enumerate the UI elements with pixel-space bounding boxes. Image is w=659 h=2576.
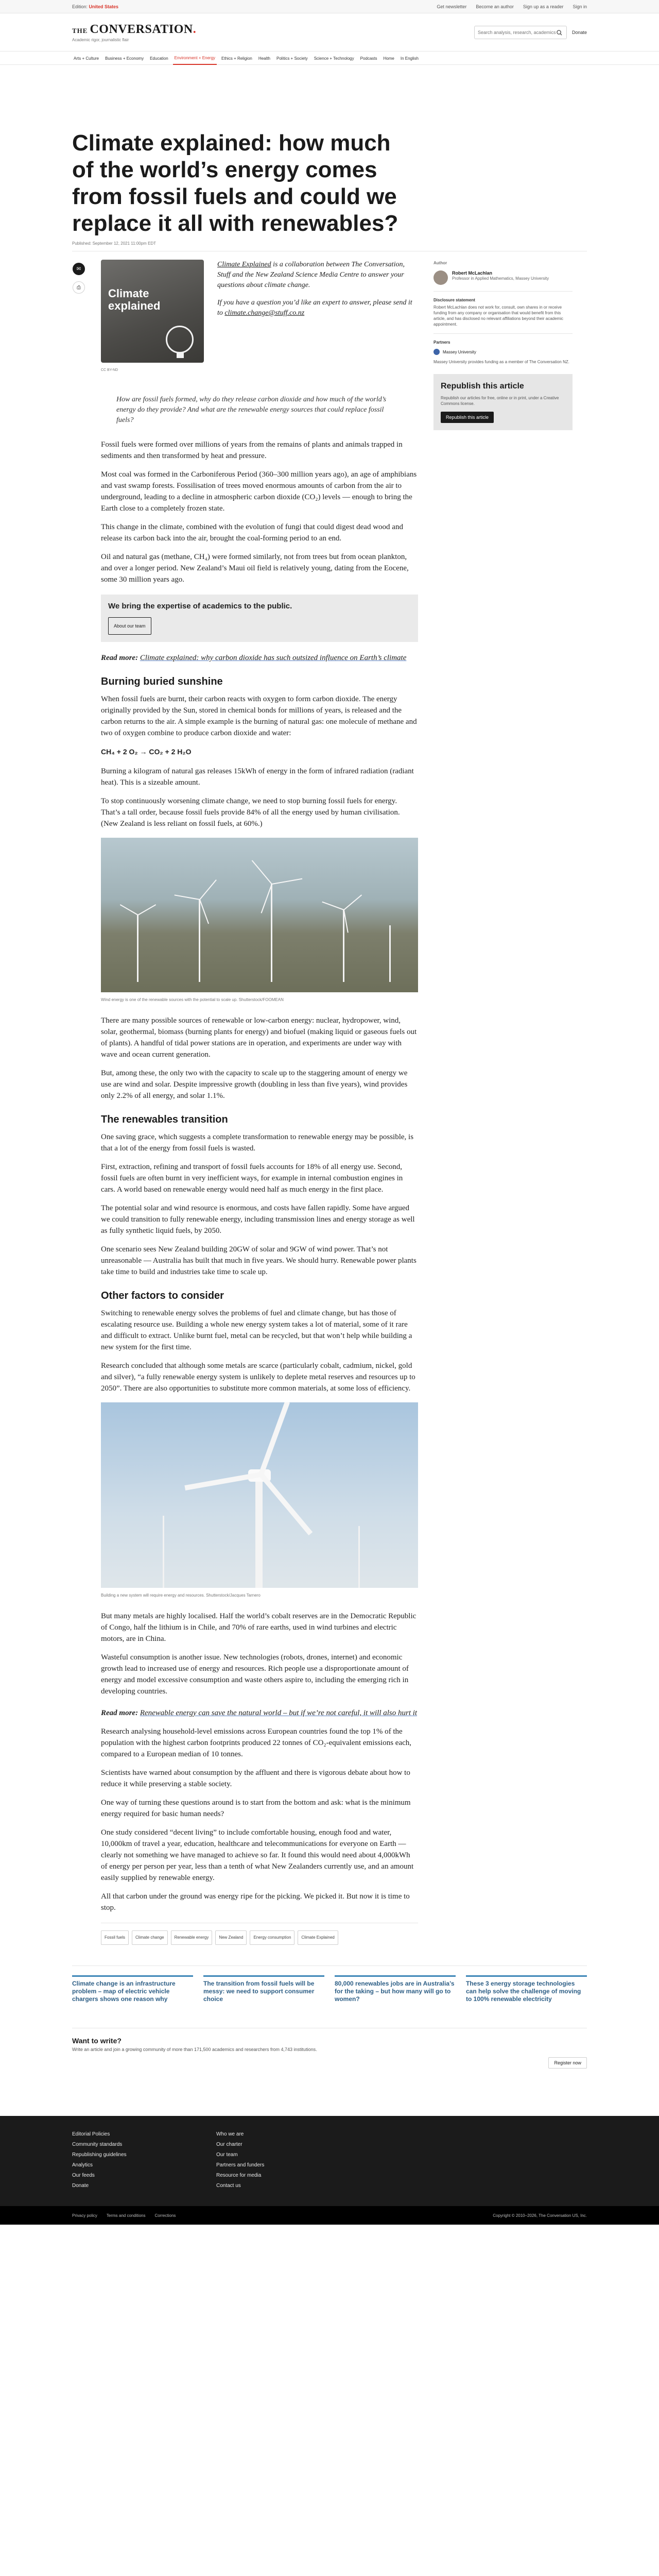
author-role: Professor in Applied Mathematics, Massey University bbox=[452, 276, 549, 281]
paragraph: Fossil fuels were formed over millions of years from the remains of plants and animals trapped in sediments and then transformed by heat and pressure. bbox=[101, 440, 403, 460]
topic-tag[interactable]: Climate change bbox=[132, 1930, 168, 1945]
footer-link[interactable]: Our team bbox=[216, 2152, 238, 2158]
write-subtitle: Write an article and join a growing community of more than 171,500 academics and researchers from 4,743 institutions. bbox=[72, 2047, 317, 2052]
article-header bbox=[72, 65, 587, 251]
submit-question-note: If you have a question you’d like an expert to answer, please send it to climate.change@stuff.co.nz bbox=[217, 299, 412, 317]
copyright-text: Copyright © 2010–2026, The Conversation US, Inc. bbox=[493, 2213, 587, 2218]
author-avatar bbox=[433, 270, 448, 285]
republish-text: Republish our articles for free, online or in print, under a Creative Commons license. bbox=[441, 396, 559, 406]
nav-item[interactable]: Podcasts bbox=[360, 56, 377, 61]
series-intro bbox=[101, 260, 418, 376]
topic-tag[interactable]: Energy consumption bbox=[250, 1930, 294, 1945]
paragraph: But many metals are highly localised. Half the world’s cobalt reserves are in the Democratic Republic of Congo, half the lithium is in Chile, and 70% of rare earths, used in wind turbines and electric motors, are in China. bbox=[101, 1612, 417, 1643]
article-sidebar bbox=[433, 260, 573, 1945]
paragraph: Switching to renewable energy solves the problems of fuel and climate change, but has those of escalating resource use. Building a whole new energy system takes a lot of material, some of it rare and difficult to extract. Unlike burnt fuel, metal can be recycled, but that won’t help while building a new system for the first time. bbox=[101, 1309, 412, 1351]
article-tags bbox=[101, 1923, 418, 1945]
nav-item[interactable]: Environment + Energy bbox=[173, 52, 217, 65]
footer-link[interactable]: Partners and funders bbox=[216, 2162, 265, 2168]
donate-link[interactable]: Donate bbox=[571, 30, 587, 35]
site-header bbox=[0, 13, 659, 52]
paragraph: But, among these, the only two with the capacity to scale up to the staggering amount of energy we use are wind and solar. Despite impressive growth (doubling in less than five years), wind provides only 2.2% of all energy, and solar 1.1%. bbox=[101, 1069, 408, 1100]
republish-button[interactable]: Republish this article bbox=[441, 412, 494, 423]
footer-link[interactable]: Republishing guidelines bbox=[72, 2152, 127, 2158]
section-heading: Other factors to consider bbox=[101, 1290, 224, 1301]
search-box[interactable] bbox=[474, 26, 567, 39]
write-title: Want to write? bbox=[72, 2037, 122, 2045]
topic-tag[interactable]: Climate Explained bbox=[298, 1930, 338, 1945]
paragraph: One saving grace, which suggests a complete transformation to renewable energy may be possible, is that a lot of the energy from fossil fuels is wasted. bbox=[101, 1133, 414, 1153]
nav-item[interactable]: Health bbox=[258, 56, 270, 61]
figure-wind-turbines bbox=[101, 838, 418, 1006]
submit-email-link[interactable]: climate.change@stuff.co.nz bbox=[224, 309, 305, 317]
site-tagline: Academic rigor, journalistic flair bbox=[72, 38, 129, 42]
paragraph: One scenario sees New Zealand building 20GW of solar and 9GW of wind power. That’s not unreasonable — Australia has built that much in five years. We should hurry. Renewable power plants take time to build and industries take time to scale up. bbox=[101, 1245, 417, 1276]
search-icon[interactable] bbox=[556, 29, 563, 36]
author-name[interactable]: Robert McLachlan bbox=[452, 270, 493, 276]
site-logo[interactable]: THE CONVERSATION. Academic rigor, journalistic flair bbox=[72, 23, 197, 42]
register-button[interactable]: Register now bbox=[548, 2057, 587, 2069]
paragraph: There are many possible sources of renewable or low-carbon energy: nuclear, hydropower, wind, solar, geothermal, biomass (burning plants for energy) and biofuel (making liquid or gaseous fuels out of plants). A handful of tidal power stations are in operation, and experiments are under way with wave and ocean current generation. bbox=[101, 1016, 417, 1059]
section-heading: Burning buried sunshine bbox=[101, 676, 223, 687]
paragraph: Burning a kilogram of natural gas releases 15kWh of energy in the form of infrared radiation (radiant heat). This is a sizeable amount. bbox=[101, 767, 414, 787]
paragraph: Oil and natural gas (methane, CH₄) were formed similarly, not from trees but from ocean plankton, and over a longer period. New Zealand’s Maui oil field is relatively young, dating from the Eocene, some 30 million years ago. bbox=[101, 553, 409, 584]
partner-logo bbox=[433, 349, 440, 355]
nav-item[interactable]: Home bbox=[383, 56, 394, 61]
related-article-title: Climate change is an infrastructure problem – map of electric vehicle chargers shows one reason why bbox=[72, 1980, 176, 2003]
sign-in-link[interactable]: Sign in bbox=[573, 4, 587, 9]
related-article-title: These 3 energy storage technologies can help solve the challenge of moving to 100% renewable electricity bbox=[466, 1980, 581, 2003]
paragraph: Scientists have warned about consumption by the affluent and there is vigorous debate about how to reduce it while preserving a stable society. bbox=[101, 1769, 410, 1788]
print-icon[interactable]: ⎙ bbox=[73, 281, 85, 294]
top-utility-bar bbox=[0, 0, 659, 13]
climate-explained-link[interactable]: Climate Explained bbox=[217, 261, 271, 268]
section-nav bbox=[0, 52, 659, 65]
published-date: Published: September 12, 2021 11:00pm EDT bbox=[72, 241, 157, 246]
figure-caption: Building a new system will require energy and resources. Shutterstock/Jacques Tarnero bbox=[101, 1593, 261, 1598]
article-title: Climate explained: how much of the world’s energy comes from fossil fuels and could we replace it all with renewables? bbox=[72, 130, 398, 236]
topic-tag[interactable]: Fossil fuels bbox=[101, 1930, 129, 1945]
author-label: Author bbox=[433, 261, 447, 265]
about-our-team-button[interactable]: About our team bbox=[108, 617, 151, 635]
paragraph: Research analysing household-level emissions across European countries found the top 1% of the population with the highest carbon footprints produced 22 tonnes of CO₂-equivalent emissions each, compared to a European median of 10 tonnes. bbox=[101, 1727, 412, 1758]
paragraph: This change in the climate, combined with the evolution of fungi that could digest dead wood and release its carbon back into the air, brought the coal-forming period to an end. bbox=[101, 523, 403, 543]
nav-item[interactable]: Ethics + Religion bbox=[221, 56, 252, 61]
nav-item[interactable]: Arts + Culture bbox=[74, 56, 99, 61]
republish-box bbox=[433, 374, 573, 430]
related-article-card[interactable] bbox=[466, 1975, 587, 2003]
corrections-link[interactable]: Corrections bbox=[154, 2213, 176, 2218]
nav-item[interactable]: In English bbox=[400, 56, 419, 61]
footer-bottom-bar bbox=[0, 2206, 659, 2225]
paragraph: One study considered “decent living” to include comfortable housing, enough food and water, 10,000km of travel a year, education, healthcare and telecommunications for everyone on Earth — clearly not something we have managed to achieve so far. It found this would need about 4,000kWh of energy per person per year, less than a tenth of what New Zealanders currently use, and an amount easily supplied by renewable energy. bbox=[101, 1828, 414, 1882]
reader-question: How are fossil fuels formed, why do they release carbon dioxide and how much of the world’s energy do they provide? And what are the renewable energy sources that could replace fossil fuels? bbox=[116, 396, 387, 424]
footer-link[interactable]: Editorial Policies bbox=[72, 2131, 110, 2137]
climate-explained-cover-image: Climate explained bbox=[101, 260, 204, 363]
wind-turbine-photo bbox=[101, 838, 418, 992]
get-newsletter-link[interactable]: Get newsletter bbox=[437, 4, 467, 9]
paragraph: Most coal was formed in the Carboniferous Period (360–300 million years ago), an age of amphibians and vast swamp forests. Fossilisation of trees moved enormous amounts of carbon from the air to underground, leading to a decline in atmospheric carbon dioxide (CO₂) levels — enough to bring the Earth close to a completely frozen state. bbox=[101, 470, 417, 513]
footer-link[interactable]: Resource for media bbox=[216, 2173, 262, 2178]
series-description: Climate Explained is a collaboration between The Conversation, Stuff and the New Zealand Science Media Centre to answer your questions about climate change. bbox=[217, 261, 405, 289]
republish-heading: Republish this article bbox=[441, 382, 524, 391]
figure-turbine-closeup bbox=[101, 1402, 418, 1601]
topic-tag[interactable]: Renewable energy bbox=[171, 1930, 213, 1945]
partners-heading: Partners bbox=[433, 340, 450, 345]
disclosure-heading: Disclosure statement bbox=[433, 298, 475, 302]
related-article-title: 80,000 renewables jobs are in Australia’s for the taking – but how many will go to women? bbox=[335, 1980, 455, 2003]
nav-item[interactable]: Education bbox=[150, 56, 168, 61]
paragraph: All that carbon under the ground was energy ripe for the picking. We picked it. But now it is time to stop. bbox=[101, 1892, 410, 1912]
disclosure-text: Robert McLachlan does not work for, consult, own shares in or receive funding from any company or organisation that would benefit from this article, and has disclosed no relevant affiliations beyond their academic appointment. bbox=[433, 305, 563, 327]
nav-item[interactable]: Science + Technology bbox=[314, 56, 354, 61]
related-article-card[interactable] bbox=[72, 1975, 193, 2003]
privacy-link[interactable]: Privacy policy bbox=[72, 2213, 97, 2218]
paragraph: Research concluded that although some metals are scarce (particularly cobalt, cadmium, nickel, gold and silver), “a fully renewable energy system is unlikely to deplete metal reserves and resources up to 2050”. There are also opportunities to substitute more common materials, at some loss of efficiency. bbox=[101, 1362, 415, 1393]
figure-caption: Wind energy is one of the renewable sources with the potential to scale up. Shutterstock/FOOMEAN bbox=[101, 997, 284, 1002]
topic-tag[interactable]: New Zealand bbox=[215, 1930, 247, 1945]
read-more-link[interactable]: Read more: Climate explained: why carbon dioxide has such outsized influence on Earth’s climate bbox=[101, 654, 407, 662]
footer-link[interactable]: Our feeds bbox=[72, 2173, 95, 2178]
become-author-link[interactable]: Become an author bbox=[476, 4, 514, 9]
paragraph: When fossil fuels are burnt, their carbon reacts with oxygen to form carbon dioxide. The energy originally provided by the Sun, stored in chemical bonds for millions of years, is released and the carbon returns to the air. A simple example is the burning of natural gas: one molecule of methane and two of oxygen combine to produce carbon dioxide and water: bbox=[101, 695, 417, 737]
write-prompt bbox=[72, 2028, 587, 2069]
paragraph: Wasteful consumption is another issue. New technologies (robots, drones, internet) and economic growth lead to increased use of energy and resources. Rich people use a disproportionate amount of energy and model excessive consumption and waste others aspire to, including the emerging rich in developing countries. bbox=[101, 1653, 409, 1696]
lightbulb-icon bbox=[166, 326, 194, 353]
paragraph: One way of turning these questions around is to start from the bottom and ask: what is the minimum energy required for basic human needs? bbox=[101, 1799, 411, 1818]
footer-link[interactable]: Analytics bbox=[72, 2162, 93, 2168]
related-article-card[interactable] bbox=[335, 1975, 456, 2003]
author-card[interactable] bbox=[433, 270, 573, 285]
chemical-equation: CH₄ + 2 O₂ → CO₂ + 2 H₂O bbox=[101, 748, 192, 756]
cover-credit: CC BY-ND bbox=[101, 368, 118, 372]
turbine-closeup-photo bbox=[101, 1402, 418, 1588]
footer-link[interactable]: Who we are bbox=[216, 2131, 244, 2137]
section-heading: The renewables transition bbox=[101, 1114, 228, 1125]
partner-massey[interactable]: Massey University bbox=[433, 349, 573, 355]
related-articles bbox=[72, 1965, 587, 2003]
article-body bbox=[101, 260, 418, 1945]
footer-link[interactable]: Community standards bbox=[72, 2142, 123, 2147]
nav-item[interactable]: Business + Economy bbox=[105, 56, 144, 61]
footer-link[interactable]: Contact us bbox=[216, 2183, 241, 2189]
related-article-title: The transition from fossil fuels will be messy: we need to support consumer choice bbox=[203, 1980, 315, 2003]
footer-link[interactable]: Donate bbox=[72, 2183, 89, 2189]
paragraph: To stop continuously worsening climate change, we need to stop burning fossil fuels for energy. That’s a tall order, because fossil fuels provide 84% of all the energy used by human civilisation. (New Zealand is less reliant on fossil fuels, at 60%.) bbox=[101, 797, 400, 828]
sign-up-link[interactable]: Sign up as a reader bbox=[523, 4, 564, 9]
terms-link[interactable]: Terms and conditions bbox=[106, 2213, 146, 2218]
nav-item[interactable]: Politics + Society bbox=[276, 56, 308, 61]
partner-text: Massey University provides funding as a member of The Conversation NZ. bbox=[433, 360, 569, 364]
related-article-card[interactable] bbox=[203, 1975, 324, 2003]
share-bar bbox=[72, 260, 85, 1945]
paragraph: The potential solar and wind resource is enormous, and costs have fallen rapidly. Some have argued we could transition to fully renewable energy, including transmission lines and energy storage as well as fully synthetic liquid fuels, by 2050. bbox=[101, 1204, 415, 1235]
expertise-callout: We bring the expertise of academics to the public. About our team bbox=[101, 595, 418, 642]
read-more-link[interactable]: Read more: Renewable energy can save the natural world – but if we’re not careful, it will also hurt it bbox=[101, 1709, 418, 1717]
footer-link[interactable]: Our charter bbox=[216, 2142, 242, 2147]
site-footer bbox=[0, 2116, 659, 2206]
edition-selector[interactable]: Edition: United States bbox=[72, 4, 119, 9]
search-input[interactable] bbox=[478, 30, 556, 35]
paragraph: First, extraction, refining and transport of fossil fuels accounts for 18% of all energy use. Second, fossil fuels are often burnt in very inefficient ways, for example in internal combustion engines in cars. A world based on renewable energy would need half as much energy in the first place. bbox=[101, 1163, 403, 1194]
email-share-icon[interactable]: ✉ bbox=[73, 263, 85, 275]
